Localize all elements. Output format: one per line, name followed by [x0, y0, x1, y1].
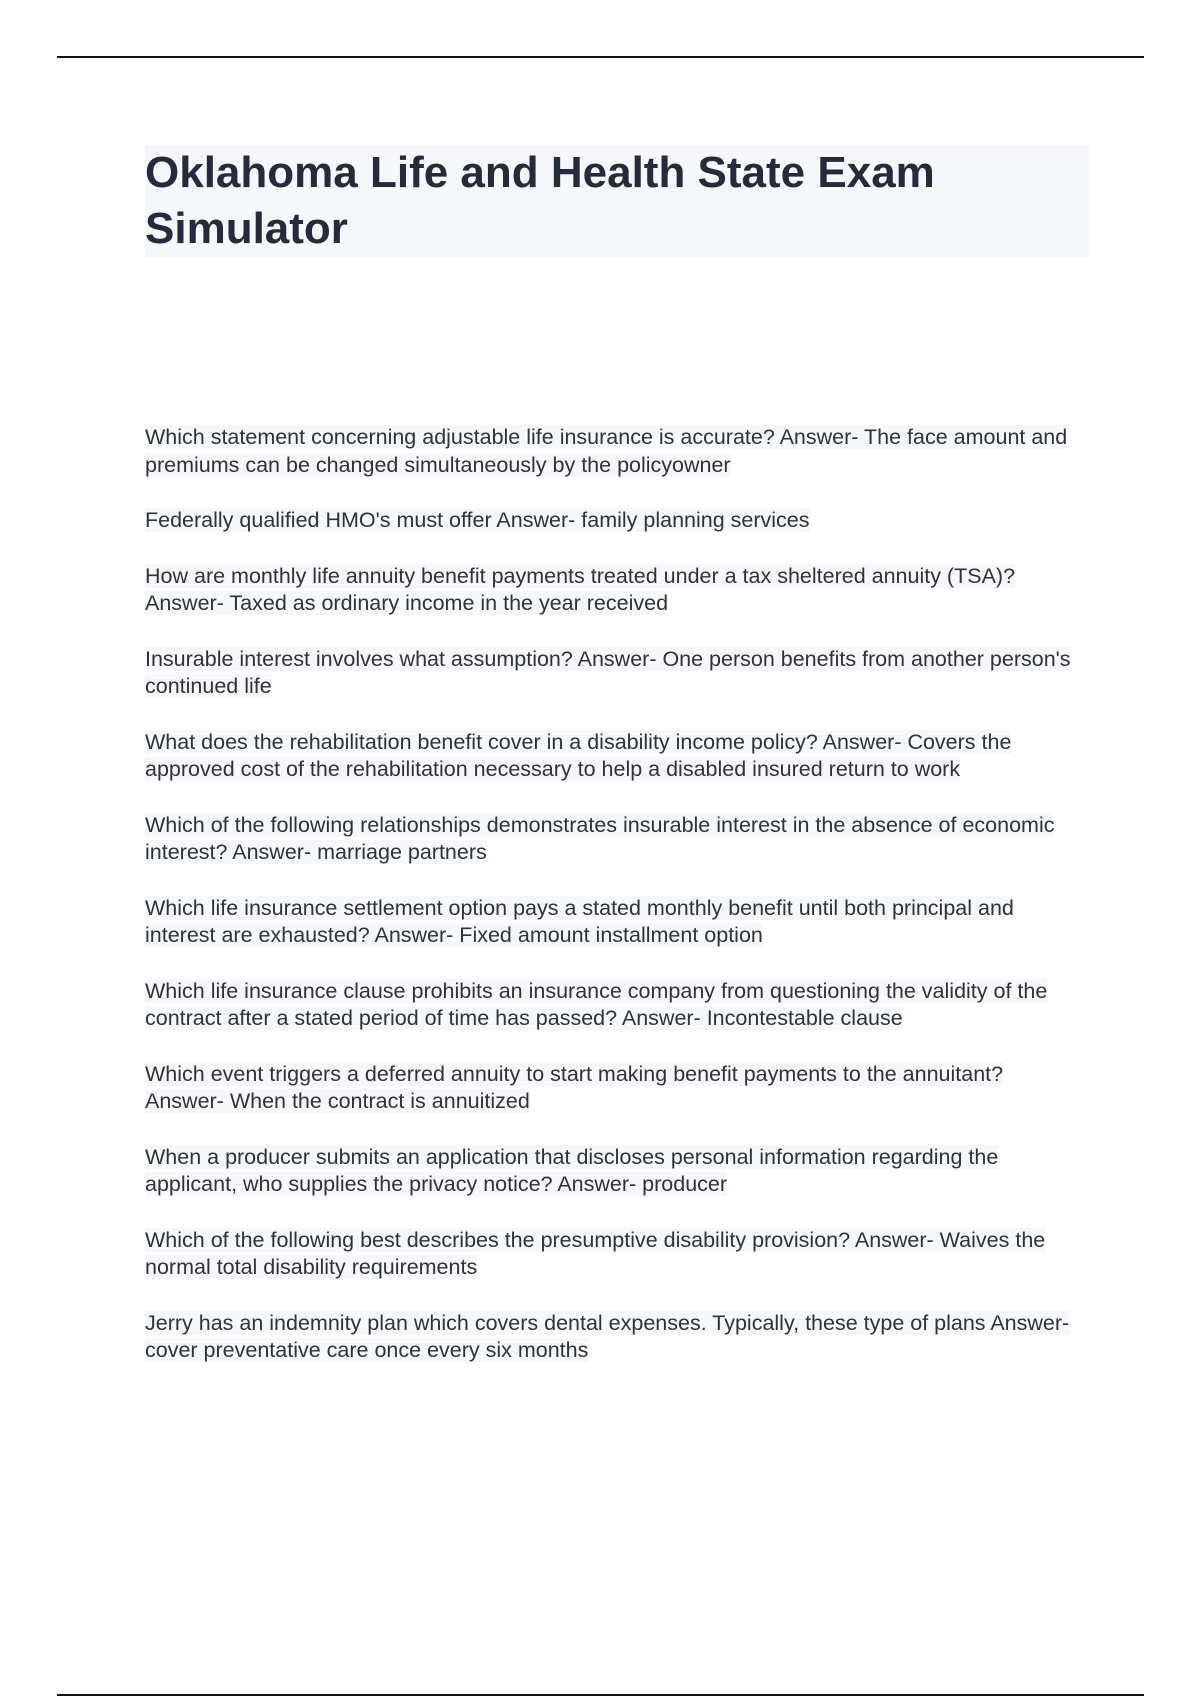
- qa-item: [145, 1144, 1085, 1199]
- qa-text: How are monthly life annuity benefit payments treated under a tax sheltered annuity (TSA)? Answer- Taxed as ordinary income in the year received: [145, 563, 1016, 615]
- qa-text: Which life insurance settlement option pays a stated monthly benefit until both principal and interest are exhausted? Answer- Fixed amount installment option: [145, 895, 1014, 947]
- title-block: [145, 145, 1089, 257]
- qa-item: [145, 895, 1085, 950]
- qa-text: Which life insurance clause prohibits an insurance company from questioning the validity of the contract after a stated period of time has passed? Answer- Incontestable clause: [145, 978, 1048, 1030]
- qa-item: [145, 1227, 1085, 1282]
- qa-text: Federally qualified HMO's must offer Answer- family planning services: [145, 508, 810, 532]
- qa-text: Which event triggers a deferred annuity to start making benefit payments to the annuitant? Answer- When the contract is annuitized: [145, 1061, 1004, 1113]
- top-rule: [57, 56, 1144, 58]
- qa-text: When a producer submits an application that discloses personal information regarding the applicant, who supplies the privacy notice? Answer- producer: [145, 1144, 999, 1196]
- qa-text: What does the rehabilitation benefit cover in a disability income policy? Answer- Covers the approved cost of the rehabilitation necessary to help a disabled insured return to work: [145, 729, 1012, 781]
- qa-item: [145, 729, 1085, 784]
- qa-item: [145, 978, 1085, 1033]
- qa-text: Which of the following relationships demonstrates insurable interest in the absence of economic interest? Answer- marriage partners: [145, 812, 1055, 864]
- page-title: Oklahoma Life and Health State Exam Simulator: [145, 148, 935, 253]
- qa-item: [145, 1310, 1085, 1365]
- qa-text: Which of the following best describes the presumptive disability provision? Answer- Waives the normal total disability requirements: [145, 1227, 1046, 1279]
- qa-item: [145, 507, 1085, 535]
- qa-item: [145, 1061, 1085, 1116]
- qa-item: [145, 563, 1085, 618]
- qa-text: Which statement concerning adjustable life insurance is accurate? Answer- The face amount and premiums can be changed simultaneously by the policyowner: [145, 425, 1068, 477]
- qa-item: [145, 812, 1085, 867]
- qa-text: Insurable interest involves what assumption? Answer- One person benefits from another person's continued life: [145, 646, 1071, 698]
- qa-item: [145, 424, 1085, 479]
- qa-list: [145, 424, 1085, 1393]
- qa-item: [145, 646, 1085, 701]
- bottom-rule: [57, 1694, 1144, 1696]
- qa-text: Jerry has an indemnity plan which covers dental expenses. Typically, these type of plans Answer- cover preventative care once every six months: [145, 1310, 1070, 1362]
